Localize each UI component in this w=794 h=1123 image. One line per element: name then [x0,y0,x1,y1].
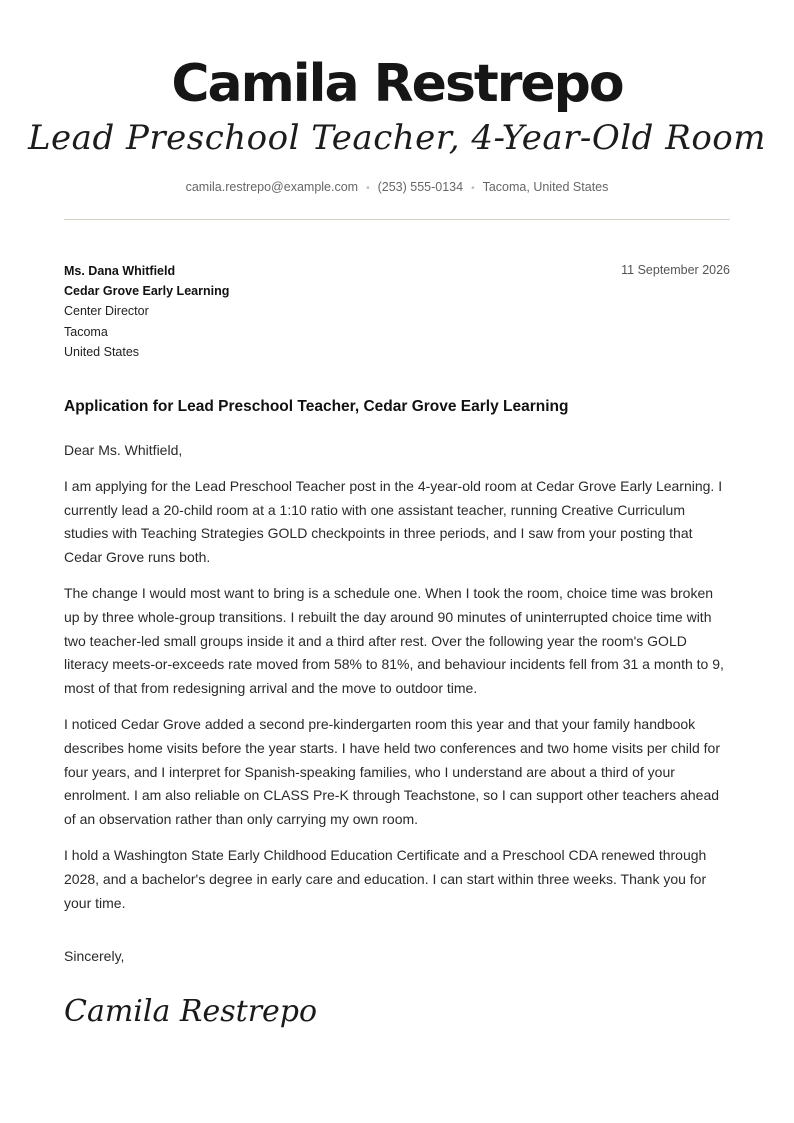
recipient-name: Ms. Dana Whitfield [64,264,176,278]
body-paragraph: I hold a Washington State Early Childhood Education Certificate and a Preschool CDA renewed through 2028, and a bachelor's degree in early care and education. I can start within three weeks. Thank you for your time. [64,846,707,911]
separator-dot: • [366,183,370,194]
body-paragraph: The change I would most want to bring is a schedule one. When I took the room, choice time was broken up by three whole-group transitions. I rebuilt the day around 90 minutes of uninterrupted choice time with two teacher-led small groups inside it and a third after rest. Over the following year the room's GOLD literacy meets-or-exceeds rate moved from 58% to 81%, and behaviour incidents fell from 31 a month to 9, most of that from redesigning arrival and the move to outdoor time. [64,584,724,697]
applicant-name: Camila Restrepo [171,54,623,114]
contact-email[interactable]: camila.restrepo@example.com [185,180,359,194]
contact-phone[interactable]: (253) 555-0134 [377,180,464,194]
closing: Sincerely, [64,948,125,964]
recipient-block [64,261,464,362]
header-divider [64,219,730,220]
contact-line [0,178,794,198]
body-paragraph: I am applying for the Lead Preschool Teacher post in the 4-year-old room at Cedar Grove Early Learning. I currently lead a 20-child room at a 1:10 ratio with one assistant teacher, running Creative Curriculum studies with Teaching Strategies GOLD checkpoints in three periods, and I saw from your posting that Cedar Grove runs both. [64,477,723,566]
recipient-city: Tacoma [64,324,108,339]
recipient-country: United States [64,344,140,359]
separator-dot: • [471,183,475,194]
salutation: Dear Ms. Whitfield, [64,442,183,458]
applicant-role: Lead Preschool Teacher, 4-Year-Old Room [27,118,767,158]
recipient-title: Center Director [64,304,149,319]
letter-subject: Application for Lead Preschool Teacher, Cedar Grove Early Learning [64,398,569,415]
recipient-organization: Cedar Grove Early Learning [64,284,230,299]
letter-date: 11 September 2026 [621,263,730,277]
contact-location: Tacoma, United States [482,180,609,194]
letter-body [64,439,730,927]
signature: Camila Restrepo [64,994,318,1029]
body-paragraph: I noticed Cedar Grove added a second pre-kindergarten room this year and that your family handbook describes home visits before the year starts. I have held two conferences and two home visits per child for four years, and I interpret for Spanish-speaking families, who I understand are about a third of your enrolment. I am also reliable on CLASS Pre-K through Teachstone, so I can support other teachers ahead of an observation rather than only carrying my own room. [64,715,720,828]
